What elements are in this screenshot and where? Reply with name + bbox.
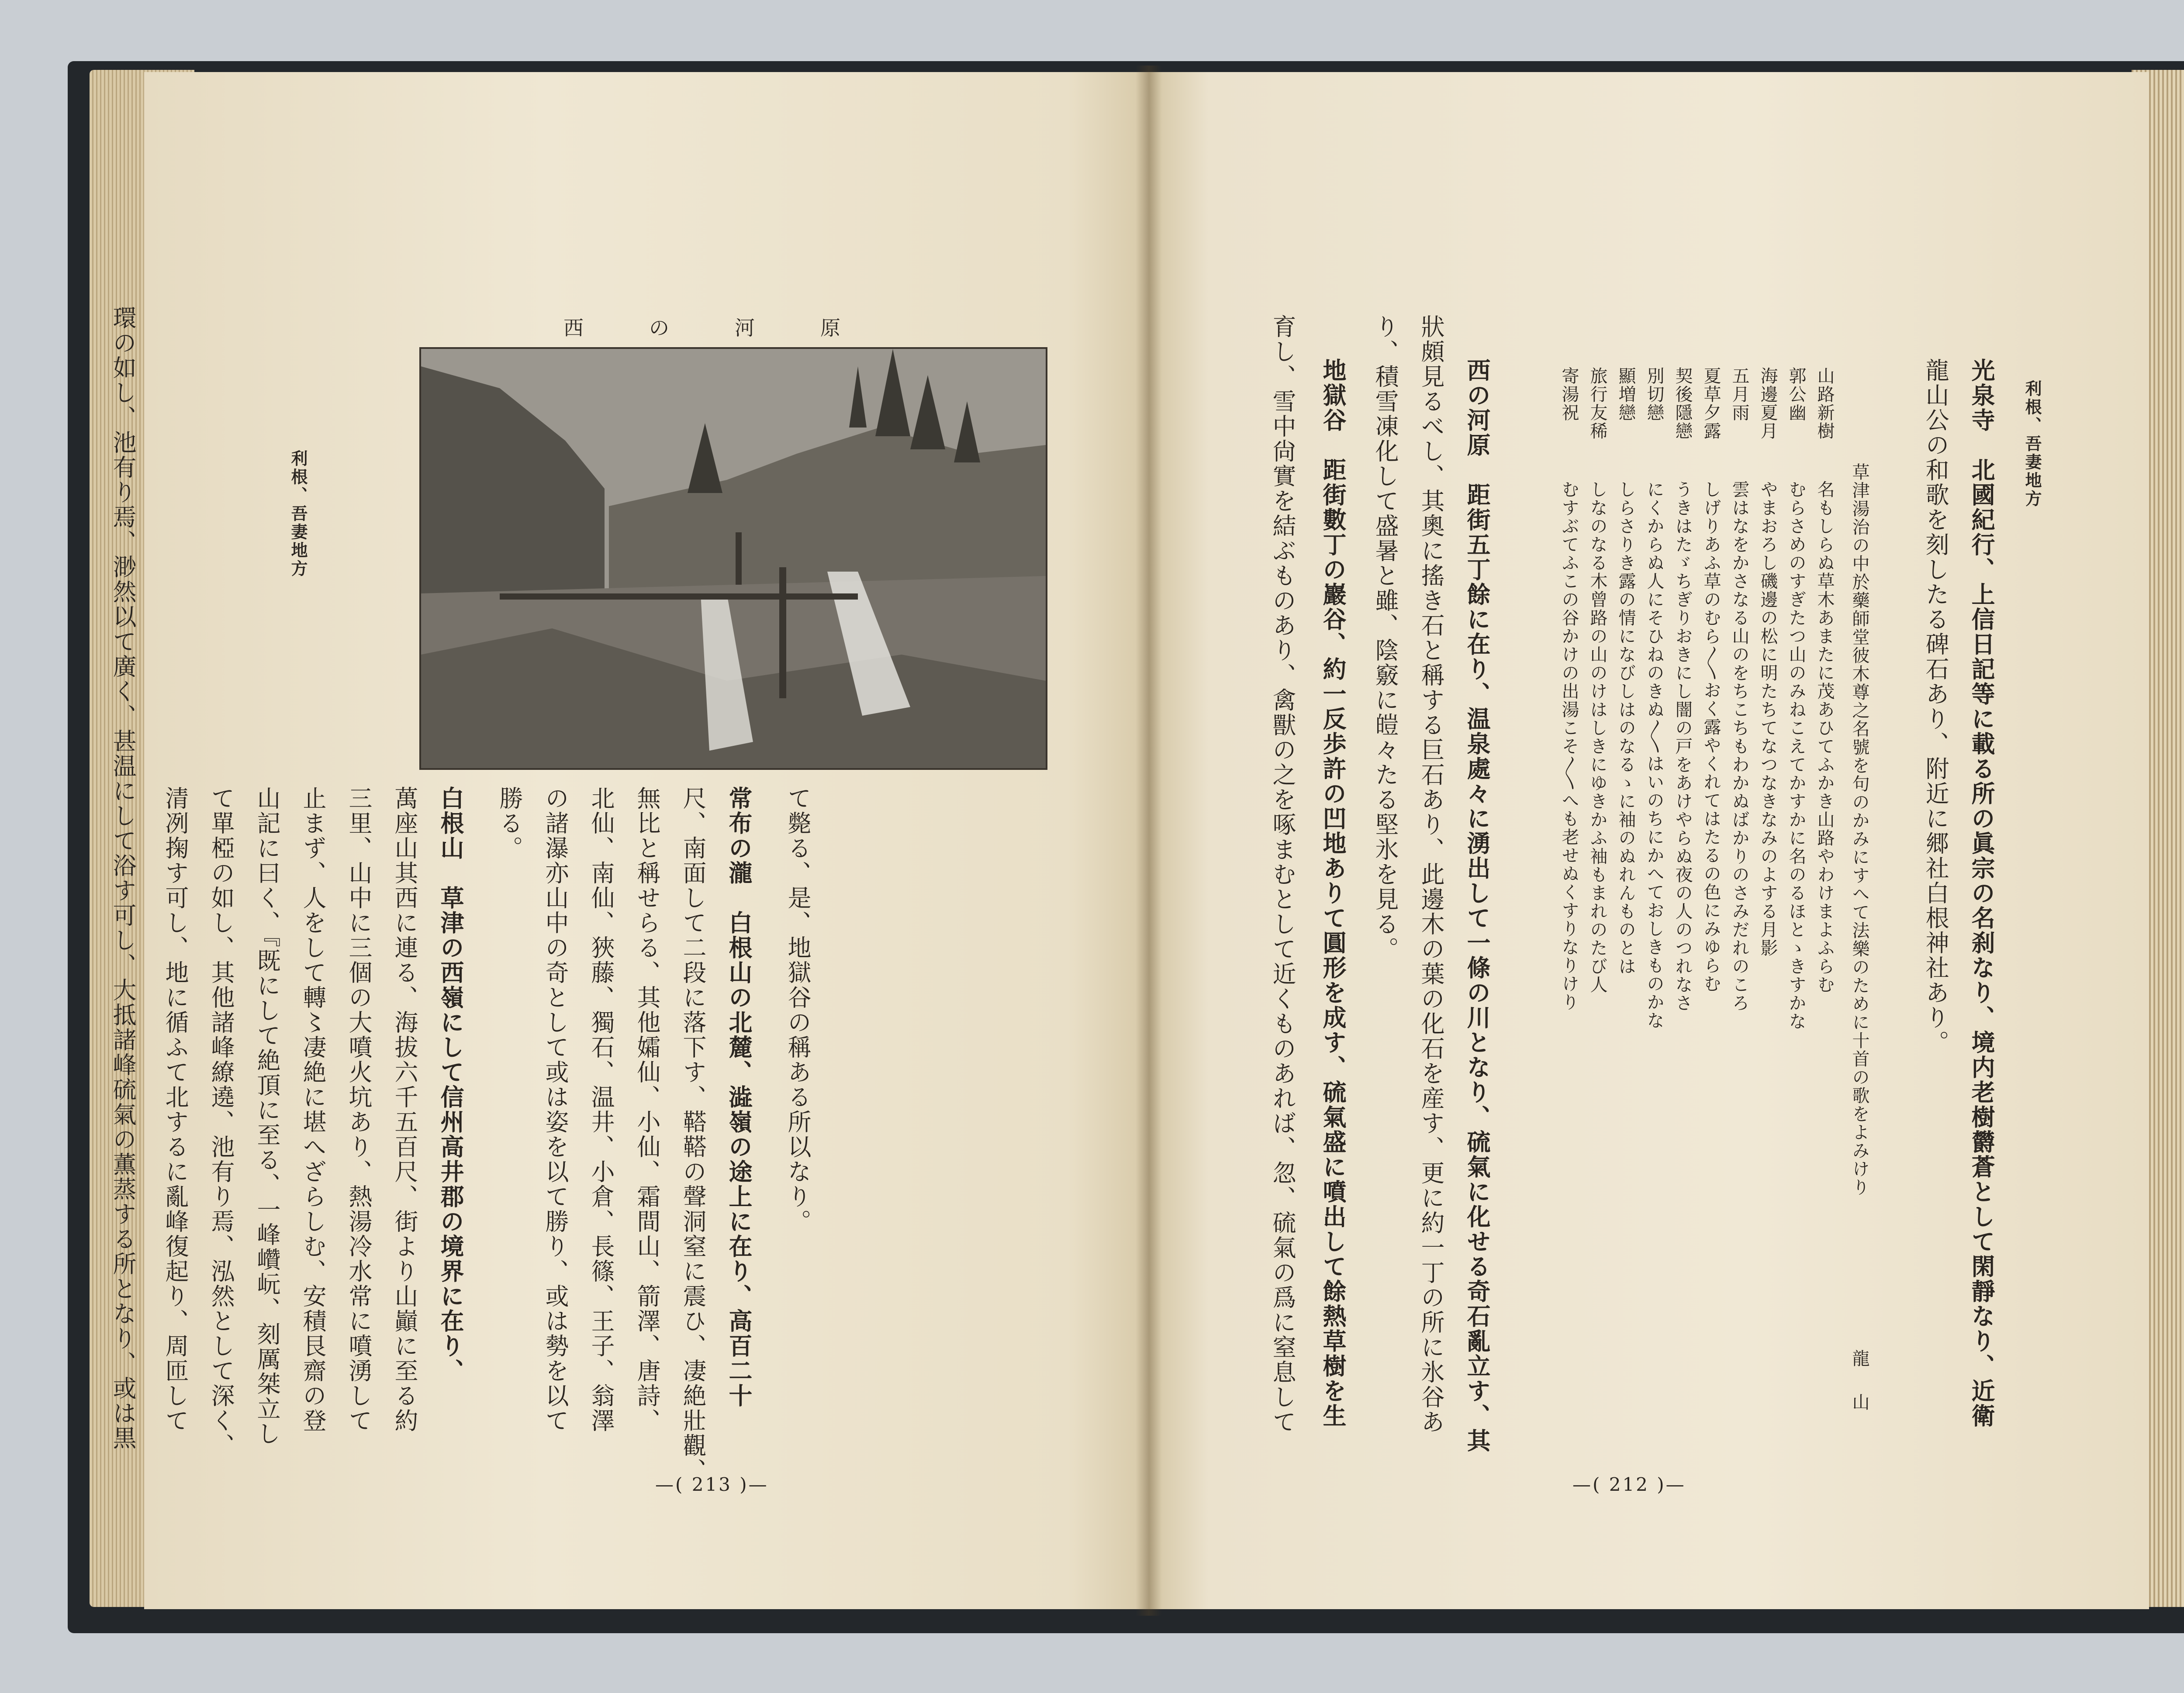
poem-line-1: むらさめのすぎたつ山のみねこえてかすかに名のるほとゝきすかな <box>1786 480 1806 1031</box>
poem-author: 龍山 <box>1849 1349 1870 1437</box>
left-col-5: 三里、山中に三個の大噴火坑あり、熱湯冷水常に噴湧して <box>345 786 373 1433</box>
photo-caption: 西の河原 <box>563 316 906 340</box>
poem-title-1: 郭公幽 <box>1786 367 1806 422</box>
left-col-4: 止まず、人をして轉〻凄絶に堪へざらしむ、安積艮齋の登 <box>299 786 327 1433</box>
right-col-1: 龍山公の和歌を刻したる碑石あり、附近に郷社白根神社あり。 <box>1922 358 1949 1055</box>
page-number-left: —( 213 )— <box>655 1474 769 1495</box>
left-col-7-shirane: 白根山 草津の西嶺にして信州高井郡の境界に在り、 <box>437 786 464 1383</box>
right-col-3: 狀頗見るべし、其奧に搖き石と稱する巨石あり、此邊木の葉の化石を産す、更に約一丁の所に氷谷あ <box>1417 314 1445 1434</box>
book-gutter <box>1136 66 1162 1616</box>
poem-line-4: しげりあふ草のむら〳〵おく露やくれてはたるの色にみゆらむ <box>1701 480 1721 993</box>
left-col-8: 勝る。 <box>496 786 523 861</box>
left-col-3: 山記に曰く、『既にして絶頂に至る、一峰巑岏、刻厲桀立し <box>253 786 281 1446</box>
poem-line-7: しらさりき露の情になびしはのなるゝに袖のぬれんものとは <box>1616 480 1636 976</box>
right-col-6: 育し、雪中尙實を結ぶものあり、禽獸の之を啄まむとして近くものあれば、忽、硫氣の爲に窒息して <box>1269 314 1296 1434</box>
left-col-14: て斃る、是、地獄谷の稱ある所以なり。 <box>784 786 812 1234</box>
photograph-sai-no-kawara <box>419 347 1047 770</box>
right-col-jigokudani: 地獄谷 距街數丁の巖谷、約一反歩許の凹地ありて圓形を成す、硫氣盛に噴出して餘熱草樹を生 <box>1319 358 1347 1428</box>
poem-title-4: 夏草夕露 <box>1701 367 1721 440</box>
left-col-12: 尺、南面して二段に落下す、鞳鞳の聲洞窒に震ひ、凄絶壯觀、 <box>679 786 707 1483</box>
photo-illustration <box>421 349 1046 768</box>
poem-title-8: 旅行友稀 <box>1587 367 1607 440</box>
poem-line-2: やまおろし磯邊の松に明たちてなつなきなみのよする月影 <box>1758 480 1778 957</box>
poem-intro: 草津湯治の中於藥師堂彼木尊之名號を句のかみにすへて法樂のために十首の歌をよみけり <box>1849 463 1870 1196</box>
poem-title-5: 契後隱戀 <box>1673 367 1693 440</box>
running-head-right: 利根、吾妻地方 <box>2022 380 2042 508</box>
poem-title-0: 山路新樹 <box>1814 367 1835 440</box>
poem-title-3: 五月雨 <box>1729 367 1749 422</box>
poem-line-0: 名もしらぬ草木あまたに茂あひてふかき山路やわけまよふらむ <box>1814 480 1835 994</box>
page-number-right: —( 212 )— <box>1572 1474 1686 1495</box>
poem-line-6: にくからぬ人にそひねのきぬ〳〵はいのちにかへておしきものかな <box>1644 480 1664 1030</box>
left-col-10: 北仙、南仙、狹藤、獨石、温井、小倉、長篠、王子、翁澤 <box>587 786 615 1433</box>
right-col-4: り、積雪凍化して盛暑と雖、陰竅に皚々たる堅氷を見る。 <box>1372 314 1399 962</box>
poem-title-7: 顯増戀 <box>1616 367 1636 422</box>
left-col-6: 萬座山其西に連る、海拔六千五百尺、街より山巓に至る約 <box>391 786 418 1433</box>
poem-line-3: 雲はなをかさなる山のをちこちもわかぬばかりのさみだれのころ <box>1729 480 1749 1012</box>
poem-title-2: 海邊夏月 <box>1758 367 1778 440</box>
poem-line-8: しなのなる木曾路の山のけはしきにゆきかふ袖もまれのたび人 <box>1587 480 1607 994</box>
running-head-left: 利根、吾妻地方 <box>288 450 308 578</box>
left-col-1: 清冽掬す可し、地に循ふて北するに亂峰復起り、周匝して <box>162 786 189 1433</box>
left-col-0: 環の如し、池有り焉、渺然以て廣く、甚温にして浴す可し、大抵諸峰硫氣の薫蒸する所となり、或は黒 <box>109 306 137 1451</box>
left-col-11: 無比と稱せらる、其他孀仙、小仙、霜間山、箭澤、唐詩、 <box>633 786 661 1433</box>
poem-title-6: 別切戀 <box>1644 367 1664 422</box>
poem-line-5: うきはたゞちぎりおきにし闇の戸をあけやらぬ夜の人のつれなさ <box>1673 480 1693 1012</box>
left-col-9: の諸瀑亦山中の奇として或は姿を以て勝り、或は勢を以て <box>542 786 569 1433</box>
left-col-2: て單椏の如し、其他諸峰繚遶、池有り焉、泓然として深く、 <box>207 786 235 1458</box>
right-col-sai-no-kawara: 西の河原 距街五丁餘に在り、温泉處々に湧出して一條の川となり、硫氣に化せる奇石亂立す、其 <box>1463 358 1491 1453</box>
left-col-13-jofu-falls: 常布の瀧 白根山の北麓、澁嶺の途上に在り、高百二十 <box>725 786 753 1408</box>
right-col-0-kosenji: 光泉寺 北國紀行、上信日記等に載る所の眞宗の名刹なり、境内老樹欝蒼として閑靜なり、近衛 <box>1968 358 1995 1428</box>
poem-line-9: むすぶてふこの谷かけの出湯こそ〳〵へも老せぬくすりなりけり <box>1559 480 1579 1011</box>
poem-title-9: 寄湯祝 <box>1559 367 1579 422</box>
